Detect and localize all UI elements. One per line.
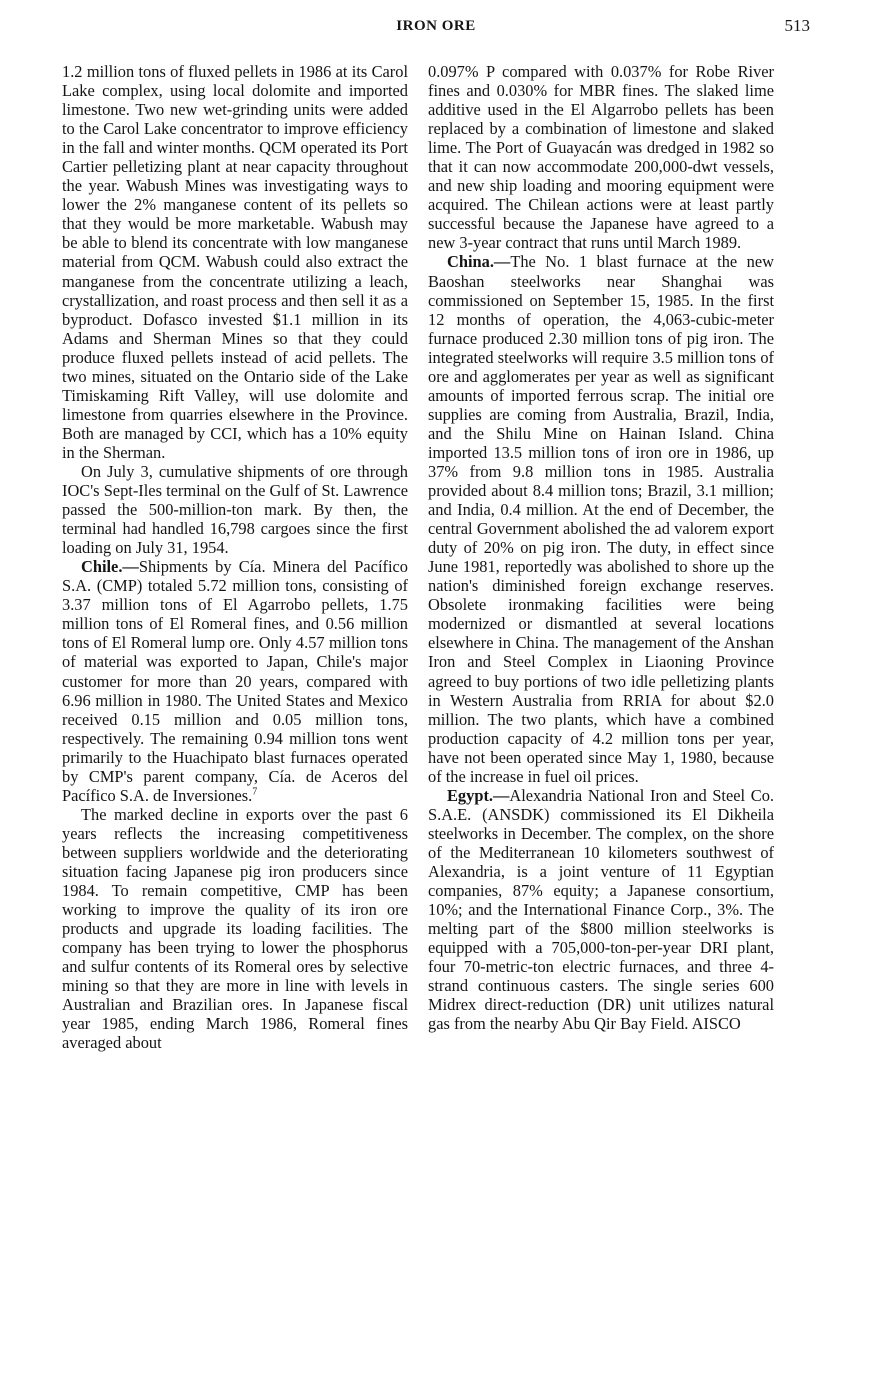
left-paragraph-chile bbox=[62, 557, 408, 805]
china-text: The No. 1 blast furnace at the new Baoshan steelworks near Shanghai was commissioned on September 15, 1985. In the first 12 months of operation, the 4,063-cubic-meter furnace produced 2.30 million tons of pig iron. The integrated steelworks will require 3.5 million tons of ore and agglomerates per year as well as significant amounts of imported ferrous scrap. The initial ore supplies are coming from Australia, Brazil, India, and the Shilu Mine on Hainan Island. China imported 13.5 million tons of iron ore in 1986, up 37% from 9.8 million tons in 1985. Australia provided about 8.4 million tons; Brazil, 3.1 million; and India, 0.4 million. At the end of December, the central Government abolished the ad valorem export duty of 20% on pig iron. The duty, in effect since June 1981, reportedly was abolished to shore up the nation's diminished foreign exchange reserves. Obsolete ironmaking facilities were being modernized or dismantled at several locations elsewhere in China. The management of the Anshan Iron and Steel Complex in Liaoning Province agreed to buy portions of two idle pelletizing plants in Western Australia from RRIA for about $2.0 million. The two plants, which have a combined production capacity of 4.2 million tons per year, have not been operated since May 1, 1980, because of the increase in fuel oil prices. bbox=[428, 252, 774, 786]
footnote-marker: 7 bbox=[252, 786, 258, 798]
left-paragraph-4: The marked decline in exports over the past 6 years reflects the increasing competitiveness between suppliers worldwide and the deteriorating situation facing Japanese pig iron producers since 1984. To remain competitive, CMP has been working to improve the quality of its iron ore products and upgrade its loading facilities. The company has been trying to lower the phosphorus and sulfur contents of its Romeral ores by selective mining so that they are more in line with levels in Australian and Brazilian ores. In Japanese fiscal year 1985, ending March 1986, Romeral fines averaged about bbox=[62, 804, 408, 1053]
right-paragraph-1: 0.097% P compared with 0.037% for Robe River fines and 0.030% for MBR fines. The slaked lime additive used in the El Algarrobo pellets has been replaced by a combination of limestone and slaked lime. The Port of Guayacán was dredged in 1982 so that it can now accommodate 200,000-dwt vessels, and new ship loading and mooring equipment were acquired. The Chilean actions were at least partly successful because the Japanese have agreed to a new 3-year contract that runs until March 1989. bbox=[428, 62, 774, 253]
china-heading: China.— bbox=[447, 252, 511, 272]
page-number: 513 bbox=[784, 16, 810, 35]
left-column bbox=[62, 62, 408, 1052]
egypt-heading: Egypt.— bbox=[447, 785, 510, 805]
running-title: IRON ORE bbox=[396, 18, 476, 34]
chile-heading: Chile.— bbox=[81, 557, 139, 577]
left-paragraph-1: 1.2 million tons of fluxed pellets in 1986 at its Carol Lake complex, using local dolomite and imported limestone. Two new wet-grinding units were added to the Carol Lake concentrator to improve efficiency in the fall and winter months. QCM operated its Port Cartier pelletizing plant at near capacity throughout the year. Wabush Mines was investigating ways to lower the 2% manganese content of its pellets so that they would be more marketable. Wabush may be able to blend its concentrate with low manganese material from QCM. Wabush could also extract the manganese from the concentrate utilizing a leach, crystallization, and roast process and then sell it as a byproduct. Dofasco invested $1.1 million in its Adams and Sherman Mines so that they could produce fluxed pellets instead of acid pellets. The two mines, situated on the Ontario side of the Lake Timiskaming Rift Valley, will use dolomite and limestone from quarries elsewhere in the Province. Both are managed by CCI, which has a 10% equity in the Sherman. bbox=[62, 62, 408, 462]
chile-text: Shipments by Cía. Minera del Pacífico S.A. (CMP) totaled 5.72 million tons, consisting of 3.37 million tons of El Agarrobo pellets, 1.75 million tons of El Romeral fines, and 0.56 million tons of El Romeral lump ore. Only 4.57 million tons of material was exported to Japan, Chile's major customer for more than 20 years, compared with 6.96 million in 1980. The United States and Mexico received 0.15 million and 0.05 million tons, respectively. The remaining 0.94 million tons went primarily to the Huachipato blast furnaces operated by CMP's parent company, Cía. de Aceros del Pacífico S.A. de Inversiones. bbox=[62, 557, 408, 805]
right-column bbox=[428, 62, 774, 1033]
left-paragraph-2: On July 3, cumulative shipments of ore through IOC's Sept-Iles terminal on the Gulf of St. Lawrence passed the 500-million-ton mark. By then, the terminal had handled 16,798 cargoes since the first loading on July 31, 1954. bbox=[62, 461, 408, 558]
right-paragraph-china bbox=[428, 252, 774, 785]
right-paragraph-egypt bbox=[428, 786, 774, 1034]
egypt-text: Alexandria National Iron and Steel Co. S.A.E. (ANSDK) commissioned its El Dikheila steelworks in December. The complex, on the shore of the Mediterranean 10 kilometers southwest of Alexandria, is a joint venture of 11 Egyptian companies, 87% equity; a Japanese consortium, 10%; and the International Finance Corp., 3%. The melting part of the $800 million steelworks is equipped with a 705,000-ton-per-year DRI plant, four 70-metric-ton electric furnaces, and three 4-strand continuous casters. The single series 600 Midrex direct-reduction (DR) unit utilizes natural gas from the nearby Abu Qir Bay Field. AISCO bbox=[428, 785, 774, 1034]
running-head bbox=[62, 16, 810, 42]
